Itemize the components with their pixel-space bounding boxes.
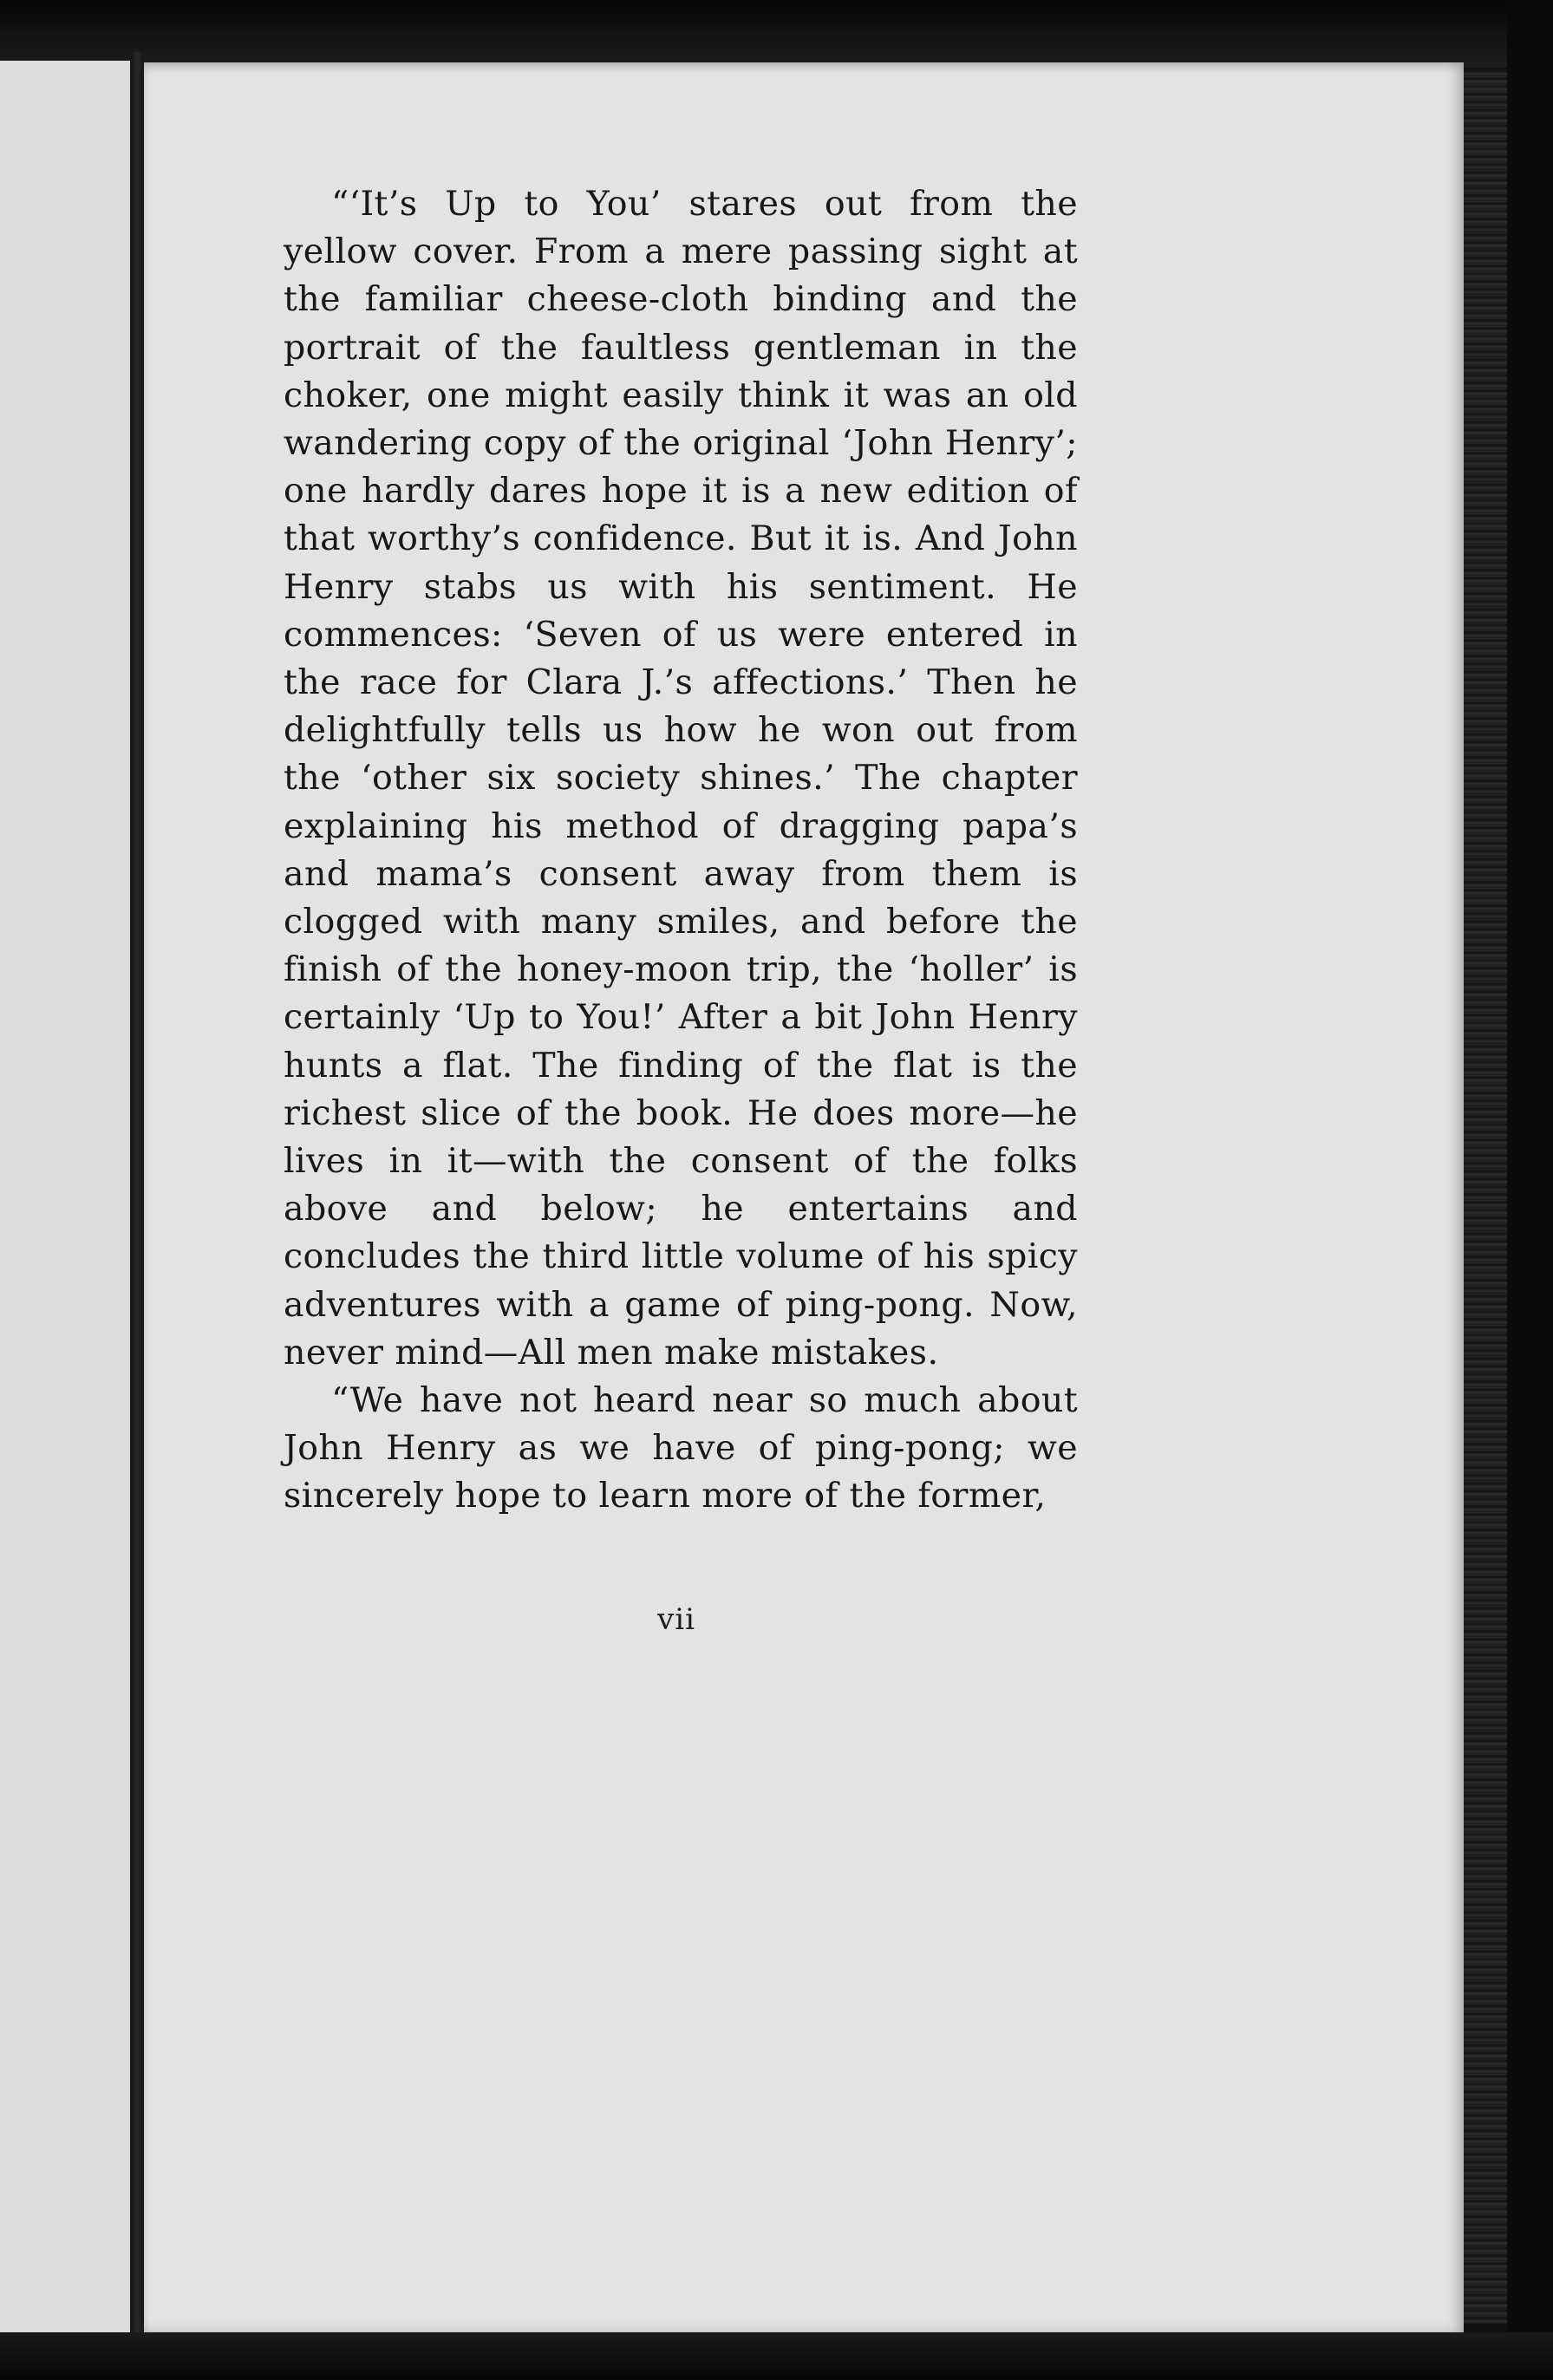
page-block-edge (1464, 69, 1507, 2324)
scan-top-border (0, 0, 1553, 68)
paragraph-1: “‘It’s Up to You’ stares out from the yellow cover. From a mere passing sight at the familiar cheese-cloth binding and the portrait of the faultless gentleman in the choker, one might easily think it was an old wandering copy of the original ‘John Henry’; one hardly dares hope it is a new edition of that worthy’s confidence. But it is. And John Henry stabs us with his sentiment. He commences: ‘Seven of us were entered in the race for Clara J.’s affections.’ Then he delightfully tells us how he won out from the ‘other six society shines.’ The chapter explaining his method of dragging papa’s and mama’s consent away from them is clogged with many smiles, and before the finish of the honey-moon trip, the ‘holler’ is certainly ‘Up to You!’ After a bit John Henry hunts a flat. The finding of the flat is the richest slice of the book. He does more—he lives in it—with the consent of the folks above and below; he entertains and concludes the third little volume of his spicy adventures with a game of ping-pong. Now, never mind—All men make mistakes. (284, 184, 1078, 1373)
scan-right-border (1507, 0, 1553, 2380)
paragraph-2: “We have not heard near so much about John Henry as we have of ping-pong; we sincerely hope to learn more of the former, (284, 1380, 1078, 1516)
page-body-text (284, 180, 1078, 1521)
facing-page-edge (0, 61, 130, 2332)
book-gutter (130, 52, 144, 2341)
page-number: vii (657, 1602, 695, 1637)
scan-bottom-border (0, 2332, 1553, 2380)
